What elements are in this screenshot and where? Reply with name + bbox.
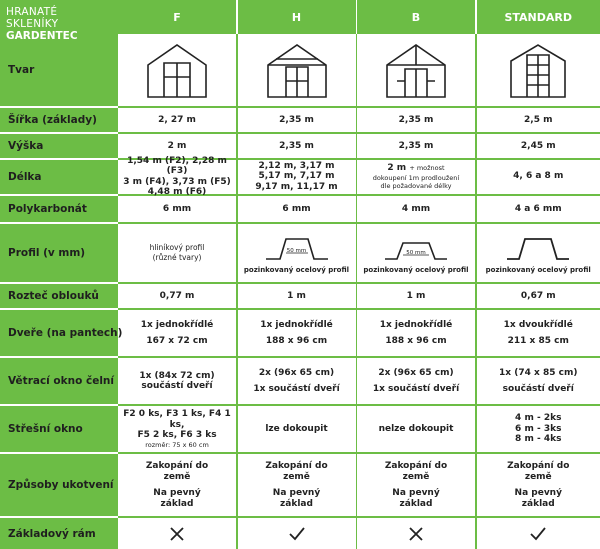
vetraci-line: 1x součástí dveří <box>253 384 340 394</box>
header-divider <box>236 0 238 34</box>
row-label-polykarbonat: Polykarbonát <box>8 203 87 215</box>
ukotveni-line: základ <box>280 498 313 509</box>
ukotveni-line: Na pevný <box>272 488 321 498</box>
profil-h-text: pozinkovaný ocelový profil <box>243 265 350 274</box>
brand-line-2: SKLENÍKY <box>6 18 59 30</box>
polykarbonat-standard: 4 a 6 mm <box>514 203 562 214</box>
delka-b <box>357 159 475 194</box>
dvere-h <box>238 310 356 356</box>
column-header-standard: STANDARD <box>477 0 600 34</box>
row-label-vyska: Výška <box>8 140 44 152</box>
column-header-f: F <box>118 0 236 34</box>
brand-line-3: GARDENTEC <box>6 30 78 42</box>
profil-f-line: hliníkový profil <box>149 242 205 252</box>
polykarbonat-b: 4 mm <box>401 203 431 214</box>
row-label-vetraci: Větrací okno čelní <box>8 375 114 387</box>
ukotveni-standard <box>477 454 600 516</box>
greenhouse-h-icon <box>238 36 356 106</box>
ukotveni-line: země <box>402 471 430 482</box>
sirka-standard: 2,5 m <box>524 114 553 125</box>
stresni-h: lze dokoupit <box>265 423 328 434</box>
ukotveni-h <box>238 454 356 516</box>
profile-b-icon <box>381 231 451 265</box>
ukotveni-line: Na pevný <box>153 488 201 498</box>
dvere-standard <box>477 310 600 356</box>
cross-icon <box>357 518 475 549</box>
profil-h <box>238 224 356 282</box>
stresni-f-line: F5 2 ks, F6 3 ks <box>137 430 217 441</box>
profile-h-icon <box>262 231 332 265</box>
ukotveni-line: země <box>524 471 552 482</box>
vetraci-line: 2x (96x 65 cm) <box>378 367 454 378</box>
delka-f <box>118 155 236 197</box>
profil-b <box>357 224 475 282</box>
delka-h <box>238 159 356 194</box>
stresni-f-note: rozměr: 75 x 60 cm <box>145 440 209 449</box>
profile-dimension: 50 mm <box>406 249 426 256</box>
sirka-f: 2, 27 m <box>158 114 196 125</box>
stresni-standard <box>477 406 600 452</box>
delka-b-note: dokoupení 1m prodloužení <box>372 173 460 182</box>
dvere-type: 1x dvoukřídlé <box>503 319 573 330</box>
roztec-b: 1 m <box>406 290 426 301</box>
stresni-b: nelze dokoupit <box>378 423 454 434</box>
profil-f <box>118 224 236 282</box>
vetraci-line: součástí dveří <box>502 384 574 394</box>
ukotveni-line: základ <box>160 498 194 509</box>
stresni-standard-line: 4 m - 2ks <box>515 413 562 424</box>
vyska-b: 2,35 m <box>398 140 434 151</box>
dvere-b <box>357 310 475 356</box>
profil-b-text: pozinkovaný ocelový profil <box>363 265 469 274</box>
dvere-size: 211 x 85 cm <box>507 336 569 346</box>
delka-h-line: 5,17 m, 7,17 m <box>258 171 335 182</box>
stresni-f-line: F2 0 ks, F3 1 ks, F4 1 ks, <box>123 409 231 430</box>
vyska-standard: 2,45 m <box>520 140 556 151</box>
ukotveni-line: základ <box>399 498 433 509</box>
row-label-ukotveni: Způsoby ukotvení <box>8 479 114 491</box>
cross-icon <box>118 518 236 549</box>
vyska-f: 2 m <box>167 140 187 151</box>
ukotveni-line: země <box>283 471 310 482</box>
delka-b-main: 2 m <box>387 163 407 174</box>
vetraci-h <box>238 358 356 404</box>
ukotveni-line: země <box>163 471 191 482</box>
row-label-ram: Základový rám <box>8 527 96 540</box>
ukotveni-f <box>118 454 236 516</box>
ukotveni-line: Zakopání do <box>145 461 209 471</box>
check-icon <box>238 518 356 549</box>
dvere-type: 1x jednokřídlé <box>260 319 333 330</box>
profil-standard <box>477 224 600 282</box>
roztec-standard: 0,67 m <box>520 290 556 301</box>
stresni-standard-line: 6 m - 3ks <box>515 423 562 434</box>
column-header-b: B <box>357 0 475 34</box>
vetraci-line: 1x součástí dveří <box>372 384 460 394</box>
delka-b-main-line <box>387 163 444 174</box>
delka-b-note: + možnost <box>409 164 445 173</box>
check-icon <box>477 518 600 549</box>
dvere-size: 188 x 96 cm <box>385 336 447 346</box>
header-divider <box>356 0 358 34</box>
row-label-sirka: Šířka (základy) <box>8 114 97 126</box>
delka-f-line: 4,48 m (F6) <box>147 187 207 197</box>
delka-f-line: 1,54 m (F2), 2,28 m (F3) <box>127 155 227 176</box>
vetraci-line: 1x (84x 72 cm) <box>139 370 215 381</box>
delka-h-line: 2,12 m, 3,17 m <box>258 160 335 171</box>
column-header-h: H <box>238 0 356 34</box>
greenhouse-standard-icon <box>477 36 600 106</box>
stresni-standard-line: 8 m - 4ks <box>515 434 562 445</box>
vetraci-line: 1x (74 x 85 cm) <box>499 367 578 378</box>
row-label-profil: Profil (v mm) <box>8 247 86 259</box>
ukotveni-line: Zakopání do <box>384 461 448 471</box>
profile-standard-icon <box>503 231 573 265</box>
greenhouse-f-icon <box>118 36 236 106</box>
delka-h-line: 9,17 m, 11,17 m <box>255 181 338 192</box>
ukotveni-b <box>357 454 475 516</box>
delka-b-note: dle požadované délky <box>380 181 452 190</box>
delka-f-line: 3 m (F4), 3,73 m (F5) <box>123 176 231 187</box>
dvere-f <box>118 310 236 356</box>
polykarbonat-h: 6 mm <box>282 203 311 214</box>
row-label-stresni: Střešní okno <box>8 423 83 435</box>
ukotveni-line: Na pevný <box>392 488 440 498</box>
row-label-tvar: Tvar <box>8 64 35 76</box>
dvere-size: 167 x 72 cm <box>146 336 208 346</box>
roztec-f: 0,77 m <box>159 290 195 301</box>
profil-standard-text: pozinkovaný ocelový profil <box>485 265 591 274</box>
ukotveni-line: základ <box>521 498 555 509</box>
dvere-size: 188 x 96 cm <box>265 336 328 346</box>
profile-dimension: 50 mm <box>286 247 307 254</box>
row-label-roztec: Rozteč oblouků <box>8 290 99 302</box>
vetraci-f <box>118 358 236 404</box>
row-label-delka: Délka <box>8 171 42 183</box>
vyska-h: 2,35 m <box>279 140 314 151</box>
brand-line-1: HRANATÉ <box>6 6 58 18</box>
sirka-h: 2,35 m <box>279 114 314 125</box>
vetraci-b <box>357 358 475 404</box>
dvere-type: 1x jednokřídlé <box>140 319 214 330</box>
ukotveni-line: Na pevný <box>514 488 562 498</box>
vetraci-line: 2x (96x 65 cm) <box>258 367 335 378</box>
ukotveni-line: Zakopání do <box>265 461 328 471</box>
sirka-b: 2,35 m <box>398 114 434 125</box>
stresni-f <box>118 406 236 452</box>
ukotveni-line: Zakopání do <box>507 461 570 471</box>
profil-f-line: (různé tvary) <box>152 253 202 262</box>
vetraci-standard <box>477 358 600 404</box>
roztec-h: 1 m <box>287 290 306 301</box>
delka-standard: 4, 6 a 8 m <box>513 171 564 182</box>
row-label-dvere: Dveře (na pantech) <box>8 327 123 339</box>
polykarbonat-f: 6 mm <box>162 203 192 214</box>
header-divider <box>475 0 477 34</box>
vetraci-line: součástí dveří <box>141 381 213 391</box>
greenhouse-b-icon <box>357 36 475 106</box>
dvere-type: 1x jednokřídlé <box>379 319 453 330</box>
